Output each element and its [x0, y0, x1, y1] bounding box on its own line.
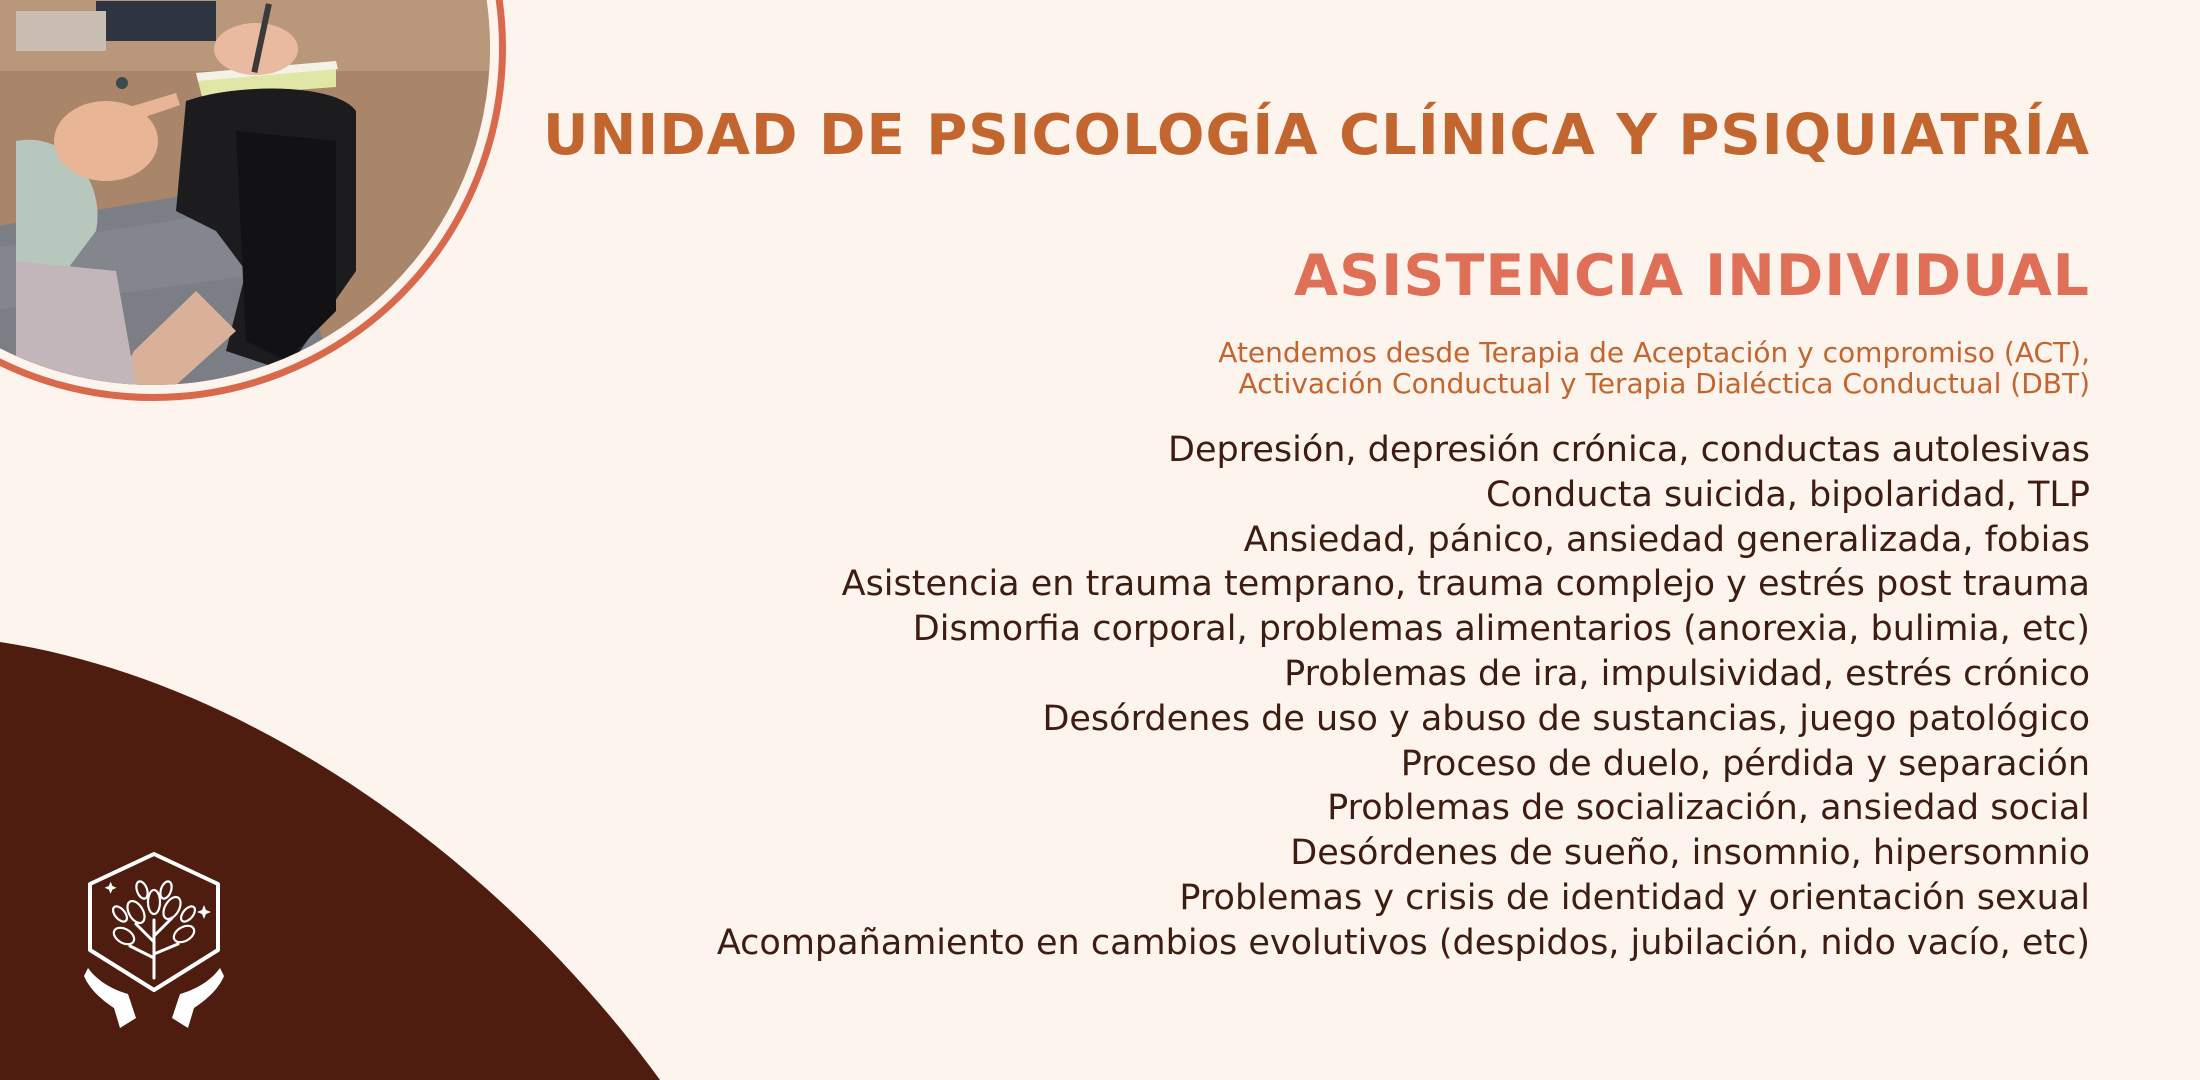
- service-item: Problemas de ira, impulsividad, estrés crónico: [1284, 653, 2090, 694]
- service-item: Conducta suicida, bipolaridad, TLP: [1486, 474, 2090, 515]
- intro-line: Atendemos desde Terapia de Aceptación y compromiso (ACT),: [1218, 336, 2090, 369]
- service-item: Ansiedad, pánico, ansiedad generalizada, fobias: [1243, 519, 2090, 560]
- service-item: Depresión, depresión crónica, conductas autolesivas: [1168, 430, 2090, 470]
- service-item: Dismorfia corporal, problemas alimentarios (anorexia, bulimia, etc): [912, 609, 2090, 650]
- service-item: Desórdenes de sueño, insomnio, hipersomnio: [1290, 833, 2090, 874]
- tree-in-hands-logo: [80, 850, 228, 1034]
- services-list: [717, 428, 2090, 966]
- service-item: Asistencia en trauma temprano, trauma complejo y estrés post trauma: [841, 564, 2090, 605]
- photo-frame: [0, 0, 506, 401]
- service-item: Desórdenes de uso y abuso de sustancias, juego patológico: [1042, 698, 2090, 739]
- intro-text: [1218, 337, 2090, 399]
- therapy-session-photo: [0, 0, 490, 385]
- service-item: Acompañamiento en cambios evolutivos (despidos, jubilación, nido vacío, etc): [716, 922, 2090, 963]
- service-item: Problemas y crisis de identidad y orientación sexual: [1179, 877, 2090, 918]
- section-title: ASISTENCIA INDIVIDUAL: [1294, 243, 2090, 309]
- page-title: UNIDAD DE PSICOLOGÍA CLÍNICA Y PSIQUIATRÍA: [543, 103, 2090, 168]
- service-item: Problemas de socialización, ansiedad social: [1327, 788, 2090, 829]
- intro-line: Activación Conductual y Terapia Dialéctica Conductual (DBT): [1238, 367, 2090, 400]
- service-item: Proceso de duelo, pérdida y separación: [1400, 743, 2090, 784]
